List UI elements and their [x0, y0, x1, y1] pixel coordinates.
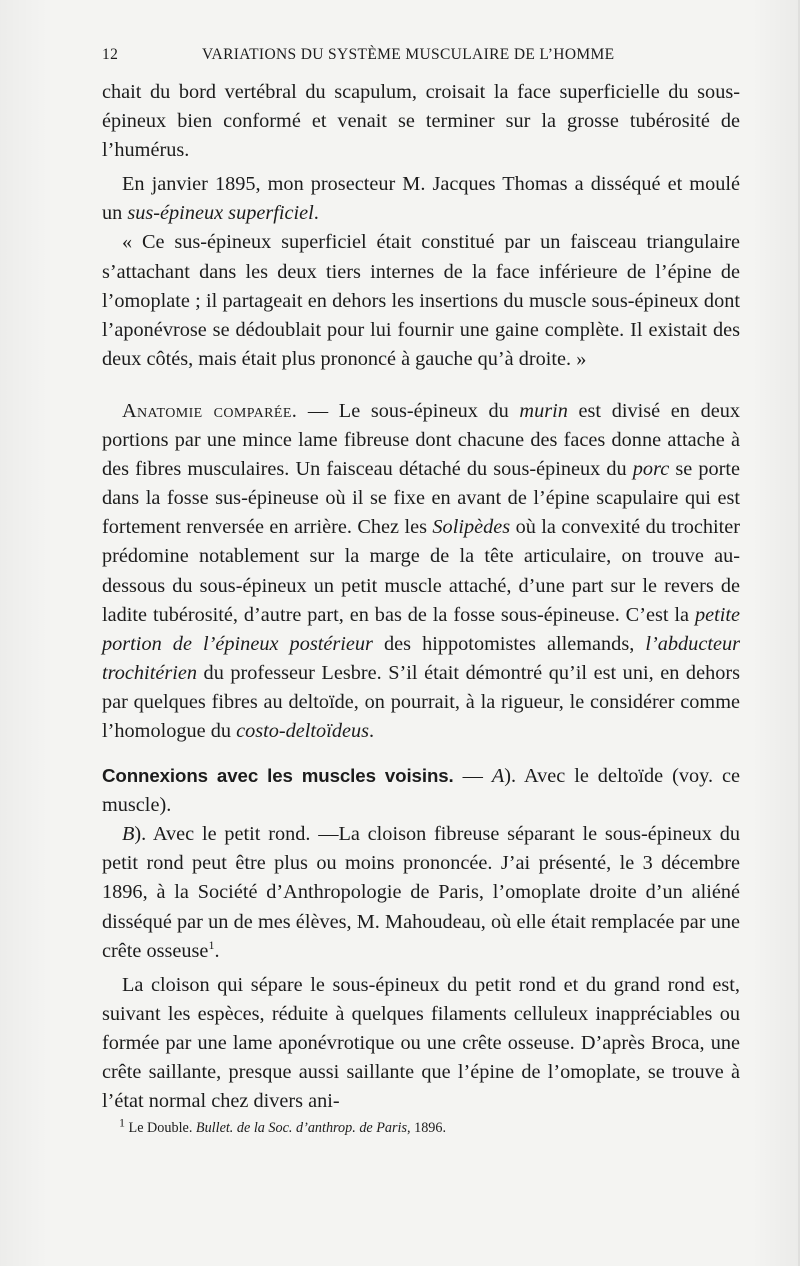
footnote-author: Le Double. — [125, 1120, 196, 1136]
costo-deltoideus-term: costo-deltoïdeus — [236, 719, 370, 742]
connexions-b-text: ). Avec le petit rond. —La cloison fibreuse séparant le sous-épineux du petit rond peut être plus ou moins prononcée. J’ai présenté, le 3 décembre 1896, à la Société d’Anthropologie de Paris, l’omoplate droite d’un aliéné disséqué par un de mes élèves, M. Mahoudeau, où elle était remplacée par une crête osseuse — [102, 823, 740, 962]
thomas-paragraph — [102, 170, 740, 228]
thomas-text: En janvier 1895, mon prosecteur M. Jacques Thomas a disséqué et moulé un — [102, 173, 740, 225]
anat-text-5: des hippotomistes allemands, — [372, 632, 646, 655]
abducteur-term: l’abducteur trochitérien — [102, 632, 740, 684]
thomas-period: . — [313, 202, 319, 225]
anat-text-3: se porte dans la fosse sus-épineuse où il se fixe en avant de l’épine scapulaire qui est fortement renversée en arrière. Chez les — [102, 458, 740, 539]
footnote-reference: 1 — [208, 937, 215, 952]
main-text — [102, 78, 740, 1116]
connexions-b-end: . — [214, 939, 220, 962]
running-header — [102, 46, 740, 70]
page-number: 12 — [102, 46, 119, 63]
comparative-anatomy-paragraph — [102, 397, 740, 746]
connexions-b-paragraph — [102, 820, 740, 965]
section-gap — [102, 374, 740, 397]
footnote-publication: Bullet. de la Soc. d’anthrop. de Paris — [195, 1120, 407, 1136]
thomas-emphasis: sus-épineux superficiel — [127, 202, 314, 225]
quotation-paragraph: « Ce sus-épineux superficiel était constitué par un faisceau triangulaire s’attachant dans les deux tiers internes de la face inférieure de l’épine de l’omoplate ; il partageait en dehors les insertions du muscle sous-épineux dont l’aponévrose se dédoublait pour lui fournir une gaine complète. Il existait des deux côtés, mais était plus prononcé à gauche qu’à droite. » — [102, 231, 740, 370]
running-title: VARIATIONS DU SYSTÈME MUSCULAIRE DE L’HOMME — [202, 46, 615, 63]
porc-term: porc — [632, 458, 670, 481]
connexions-dash: — — [453, 765, 492, 788]
anat-text-4: où la convexité du trochiter prédomine notablement sur la marge de la tête articulaire, on trouve au-dessous du sous-épineux un petit muscle attaché, d’une part sur le revers de ladite tubérosité, d’autre part, en bas de la fosse sous-épineuse. C’est la — [102, 516, 741, 626]
connexions-title: Connexions avec les muscles voisins. — [102, 765, 454, 787]
footnote-mark: 1 — [119, 1115, 125, 1130]
footnote — [119, 1115, 740, 1137]
connexions-gap — [102, 746, 740, 761]
anat-text-6: du professeur Lesbre. S’il était démontré qu’il est uni, en dehors par quelques fibres au deltoïde, on pourrait, à la rigueur, le considérer comme l’homologue du — [102, 661, 740, 742]
anat-text-7: . — [369, 719, 375, 742]
murin-term: murin — [519, 399, 568, 422]
solipedes-term: Solipèdes — [432, 516, 511, 539]
connexions-a-text: ). Avec le deltoïde (voy. ce muscle). — [102, 765, 741, 817]
comparative-anatomy-label: Anatomie comparée. — [122, 399, 298, 422]
connexions-paragraph — [102, 761, 740, 820]
cloison-paragraph: La cloison qui sépare le sous-épineux du petit rond et du grand rond est, suivant les espèces, réduite à quelques filaments celluleux inappréciables ou formée par une lame aponévrotique ou une crête osseuse. D’après Broca, une crête saillante, presque aussi saillante que l’épine de l’omoplate, se trouve à l’état normal chez divers ani- — [102, 973, 740, 1113]
anat-text-1: — Le sous-épineux du — [297, 399, 520, 422]
connexions-b-label: B — [122, 823, 135, 846]
petite-portion-term: petite portion de l’épineux postérieur — [102, 603, 740, 655]
continued-paragraph: chait du bord vertébral du scapulum, croisait la face superficielle du sous-épineux bien conformé et venait se terminer sur la grosse tubérosité de l’humérus. — [102, 81, 740, 162]
anat-text-2: est divisé en deux portions par une mince lame fibreuse dont chacune des faces donne attache à des fibres musculaires. Un faisceau détaché du sous-épineux du — [102, 399, 740, 481]
footnote-year: , 1896. — [407, 1120, 447, 1136]
connexions-a-label: A — [491, 765, 505, 788]
